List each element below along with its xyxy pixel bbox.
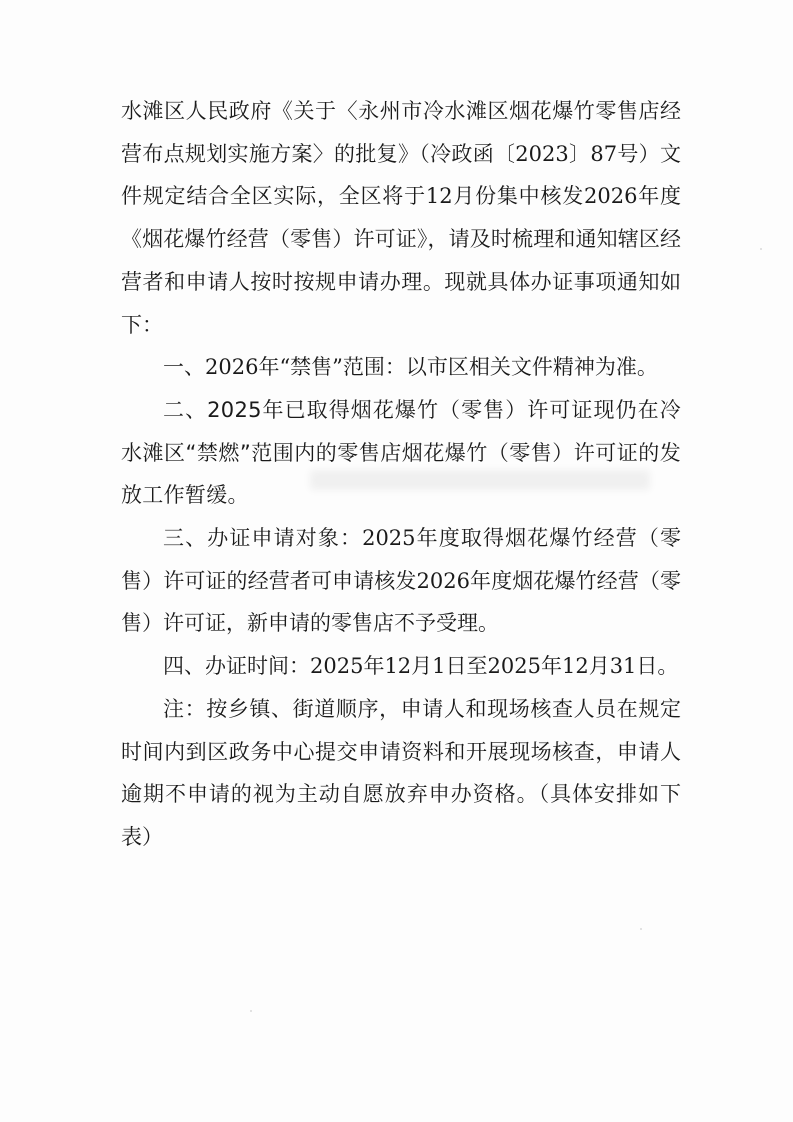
scan-speck: [640, 928, 642, 930]
item-3-applicants: 三、办证申请对象：2025年度取得烟花爆竹经营（零售）许可证的经营者可申请核发2026年度烟花爆竹经营（零售）许可证，新申请的零售店不予受理。: [121, 526, 681, 636]
item-1-scope: 一、2026年“禁售”范围：以市区相关文件精神为准。: [163, 355, 658, 380]
intro-paragraph: 水滩区人民政府《关于〈永州市冷水滩区烟花爆竹零售店经营布点规划实施方案〉的批复》（冷政函〔2023〕87号）文件规定结合全区实际，全区将于12月份集中核发2026年度《烟花爆竹经营（零售）许可证》，请及时梳理和通知辖区经营者和申请人按时按规申请办理。现就具体办证事项通知如下：: [121, 99, 681, 337]
document-body: [121, 90, 681, 859]
note-paragraph: 注：按乡镇、街道顺序，申请人和现场核查人员在规定时间内到区政务中心提交申请资料和开展现场核查，申请人逾期不申请的视为主动自愿放弃申办资格。（具体安排如下表）: [121, 696, 681, 849]
scan-speck: [250, 1010, 252, 1012]
item-4-period: 四、办证时间：2025年12月1日至2025年12月31日。: [163, 654, 679, 679]
scan-speck: [760, 248, 762, 250]
item-2-suspension: 二、2025年已取得烟花爆竹（零售）许可证现仍在冷水滩区“禁燃”范围内的零售店烟花爆竹（零售）许可证的发放工作暂缓。: [121, 397, 681, 508]
